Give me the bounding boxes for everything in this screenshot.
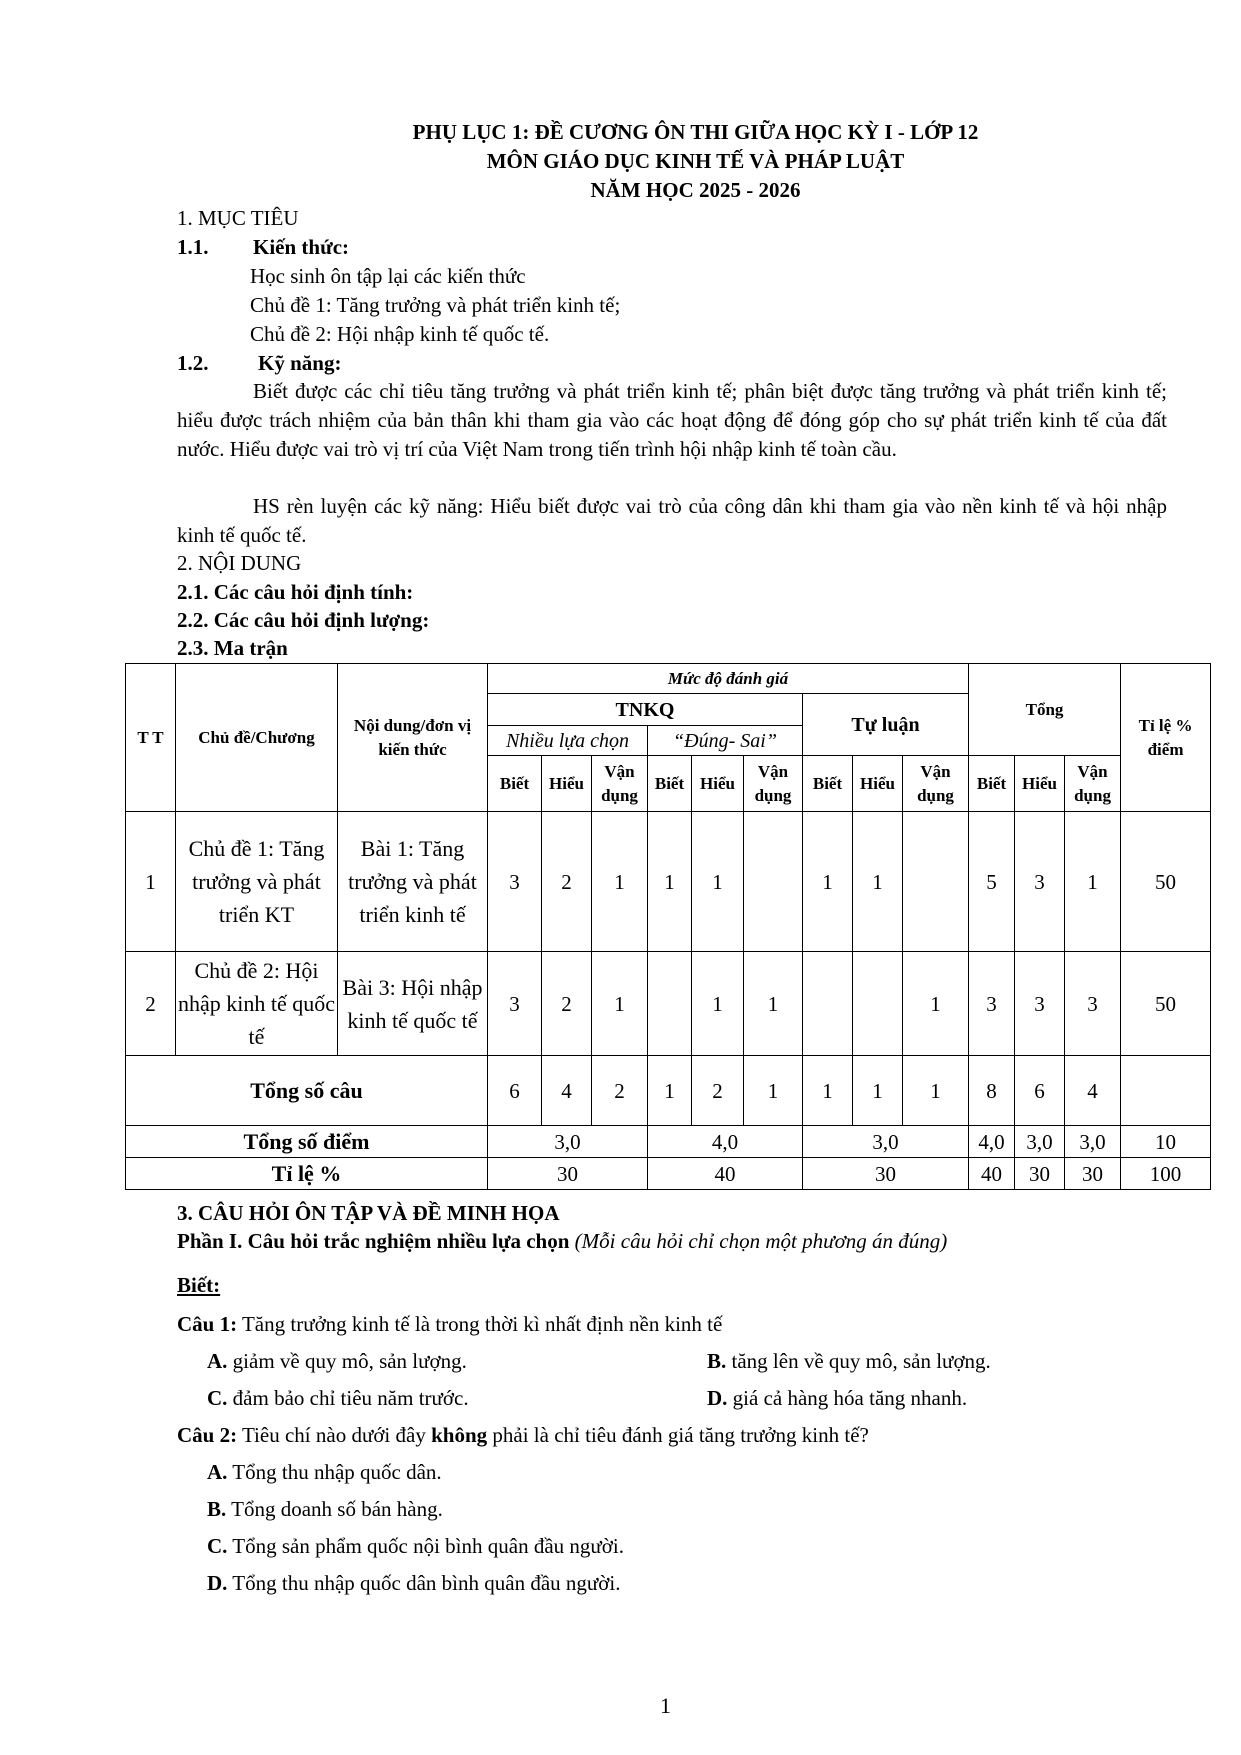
header-topic: Chủ đề/Chương [176, 664, 338, 812]
cell: 3 [488, 812, 542, 952]
option-text: giá cả hàng hóa tăng nhanh. [732, 1386, 968, 1410]
header-score-ratio: Tỉ lệ % điểm [1121, 664, 1211, 812]
header-apply: Vận dụng [903, 756, 969, 812]
option-text: Tổng thu nhập quốc dân. [232, 1460, 442, 1484]
total-score-row [126, 1126, 1211, 1158]
total-score-label: Tổng số điểm [126, 1126, 488, 1158]
cell: 1 [592, 952, 648, 1056]
question-1-text: Tăng trưởng kinh tế là trong thời kì nhất định nền kinh tế [241, 1312, 723, 1336]
cell: 4,0 [969, 1126, 1015, 1158]
page-number: 1 [660, 1693, 671, 1718]
cell: 1 [903, 952, 969, 1056]
assessment-matrix-table [125, 663, 1211, 1190]
cell: 3 [1015, 812, 1065, 952]
option-text: Tổng thu nhập quốc dân bình quân đầu người. [232, 1571, 621, 1595]
table-row [126, 952, 1211, 1056]
knowledge-number: 1.1. [177, 235, 209, 259]
header-essay: Tự luận [803, 694, 969, 756]
header-know: Biết [969, 756, 1015, 812]
option-letter: C. [207, 1386, 228, 1410]
cell: 4 [1065, 1056, 1121, 1126]
option-letter: B. [707, 1349, 727, 1373]
header-tt: T T [126, 664, 176, 812]
part1-instruction: (Mỗi câu hỏi chỉ chọn một phương án đúng) [574, 1229, 948, 1253]
header-understand: Hiểu [542, 756, 592, 812]
row-content: Bài 3: Hội nhập kinh tế quốc tế [338, 952, 488, 1056]
header-know: Biết [648, 756, 692, 812]
question-2-emphasis: không [431, 1423, 488, 1447]
row-content: Bài 1: Tăng trưởng và phát triển kinh tế [338, 812, 488, 952]
cell: 1 [648, 1056, 692, 1126]
cell: 40 [969, 1158, 1015, 1190]
cell [903, 812, 969, 952]
cell: 3,0 [488, 1126, 648, 1158]
cell: 2 [542, 952, 592, 1056]
header-content: Nội dung/đơn vị kiến thức [338, 664, 488, 812]
q2-option-c [207, 1532, 624, 1560]
cell: 1 [648, 812, 692, 952]
section3-heading: 3. CÂU HỎI ÔN TẬP VÀ ĐỀ MINH HỌA [177, 1201, 560, 1225]
cell: 2 [542, 812, 592, 952]
question-2-label: Câu 2: [177, 1423, 238, 1447]
cell: 30 [1015, 1158, 1065, 1190]
header-apply: Vận dụng [744, 756, 803, 812]
total-questions-label: Tổng số câu [126, 1056, 488, 1126]
cell: 40 [648, 1158, 803, 1190]
header-understand: Hiểu [692, 756, 744, 812]
option-text: Tổng doanh số bán hàng. [231, 1497, 443, 1521]
header-multiple-choice: Nhiều lựa chọn [488, 726, 648, 756]
header-total: Tổng [969, 664, 1121, 756]
option-letter: B. [207, 1497, 227, 1521]
cell [853, 952, 903, 1056]
cell: 5 [969, 812, 1015, 952]
doc-title-line2: MÔN GIÁO DỤC KINH TẾ VÀ PHÁP LUẬT [486, 149, 905, 173]
q2-option-a [207, 1458, 442, 1486]
skills-paragraph-1: Biết được các chỉ tiêu tăng trưởng và phát triển kinh tế; phân biệt được tăng trưởng và phát triển kinh tế; hiểu được trách nhiệm của bản thân khi tham gia vào các hoạt động để đóng góp cho sự phát triển kinh tế của đất nước. Hiểu được vai trò vị trí của Việt Nam trong tiến trình hội nhập kinh tế toàn cầu. [177, 379, 1167, 461]
knowledge-line-1: Học sinh ôn tập lại các kiến thức [250, 264, 526, 288]
option-text: giảm về quy mô, sản lượng. [232, 1349, 467, 1373]
question-2 [177, 1421, 869, 1449]
row-tt: 2 [126, 952, 176, 1056]
q1-option-c [207, 1384, 469, 1412]
cell: 3,0 [1015, 1126, 1065, 1158]
cell: 6 [1015, 1056, 1065, 1126]
section2-3-heading: 2.3. Ma trận [177, 636, 288, 660]
option-letter: A. [207, 1349, 228, 1373]
header-assessment-level: Mức độ đánh giá [488, 664, 969, 694]
doc-title-line3: NĂM HỌC 2025 - 2026 [590, 178, 801, 202]
cell [744, 812, 803, 952]
cell: 1 [592, 812, 648, 952]
q2-option-d [207, 1569, 620, 1597]
total-questions-row [126, 1056, 1211, 1126]
empty-cell [1121, 1056, 1211, 1126]
option-letter: D. [207, 1571, 228, 1595]
level-know-heading: Biết: [177, 1273, 221, 1297]
cell: 1 [853, 1056, 903, 1126]
cell: 4 [542, 1056, 592, 1126]
cell: 10 [1121, 1126, 1211, 1158]
option-letter: D. [707, 1386, 728, 1410]
cell: 1 [1065, 812, 1121, 952]
skills-number: 1.2. [177, 351, 209, 375]
row-ratio: 50 [1121, 812, 1211, 952]
cell [648, 952, 692, 1056]
cell [803, 952, 853, 1056]
q1-option-b [707, 1347, 991, 1375]
option-letter: C. [207, 1534, 228, 1558]
skills-title: Kỹ năng: [258, 351, 342, 375]
header-understand: Hiểu [1015, 756, 1065, 812]
q2-option-b [207, 1495, 443, 1523]
header-apply: Vận dụng [1065, 756, 1121, 812]
cell: 3,0 [1065, 1126, 1121, 1158]
cell: 3 [488, 952, 542, 1056]
cell: 1 [853, 812, 903, 952]
cell: 2 [692, 1056, 744, 1126]
cell: 100 [1121, 1158, 1211, 1190]
section2-1-heading: 2.1. Các câu hỏi định tính: [177, 580, 414, 604]
cell: 30 [803, 1158, 969, 1190]
question-1 [177, 1310, 722, 1338]
doc-title-line1: PHỤ LỤC 1: ĐỀ CƯƠNG ÔN THI GIỮA HỌC KỲ I - LỚP 12 [412, 120, 979, 144]
row-topic: Chủ đề 2: Hội nhập kinh tế quốc tế [176, 952, 338, 1056]
table-row [126, 812, 1211, 952]
cell: 1 [903, 1056, 969, 1126]
question-1-label: Câu 1: [177, 1312, 238, 1336]
row-ratio: 50 [1121, 952, 1211, 1056]
header-know: Biết [803, 756, 853, 812]
section1-heading: 1. MỤC TIÊU [177, 206, 299, 230]
cell: 2 [592, 1056, 648, 1126]
part1-title: Phần I. Câu hỏi trắc nghiệm nhiều lựa chọn [177, 1229, 570, 1253]
cell: 1 [803, 1056, 853, 1126]
cell: 4,0 [648, 1126, 803, 1158]
section2-heading: 2. NỘI DUNG [177, 551, 302, 575]
part1-heading [177, 1227, 947, 1255]
cell: 1 [692, 952, 744, 1056]
cell: 1 [803, 812, 853, 952]
ratio-row [126, 1158, 1211, 1190]
ratio-label: Tỉ lệ % [126, 1158, 488, 1190]
knowledge-title: Kiến thức: [253, 235, 350, 259]
option-text: tăng lên về quy mô, sản lượng. [731, 1349, 991, 1373]
cell: 3 [1065, 952, 1121, 1056]
cell: 3 [969, 952, 1015, 1056]
cell: 3 [1015, 952, 1065, 1056]
header-know: Biết [488, 756, 542, 812]
header-apply: Vận dụng [592, 756, 648, 812]
row-topic: Chủ đề 1: Tăng trưởng và phát triển KT [176, 812, 338, 952]
q1-option-d [707, 1384, 967, 1412]
knowledge-line-2: Chủ đề 1: Tăng trưởng và phát triển kinh tế; [250, 293, 621, 317]
cell: 30 [488, 1158, 648, 1190]
cell: 1 [692, 812, 744, 952]
cell: 1 [744, 952, 803, 1056]
header-understand: Hiểu [853, 756, 903, 812]
cell: 1 [744, 1056, 803, 1126]
cell: 8 [969, 1056, 1015, 1126]
knowledge-line-3: Chủ đề 2: Hội nhập kinh tế quốc tế. [250, 322, 550, 346]
row-tt: 1 [126, 812, 176, 952]
question-2-text-post: phải là chỉ tiêu đánh giá tăng trưởng kinh tế? [492, 1423, 869, 1447]
option-text: đảm bảo chỉ tiêu năm trước. [232, 1386, 469, 1410]
header-tnkq: TNKQ [488, 694, 803, 726]
section2-2-heading: 2.2. Các câu hỏi định lượng: [177, 608, 430, 632]
skills-paragraph-2: HS rèn luyện các kỹ năng: Hiểu biết được vai trò của công dân khi tham gia vào nền kinh tế và hội nhập kinh tế quốc tế. [177, 494, 1167, 547]
cell: 30 [1065, 1158, 1121, 1190]
option-letter: A. [207, 1460, 228, 1484]
cell: 6 [488, 1056, 542, 1126]
question-2-text-pre: Tiêu chí nào dưới đây [241, 1423, 426, 1447]
cell: 3,0 [803, 1126, 969, 1158]
q1-option-a [207, 1347, 467, 1375]
header-true-false: “Đúng- Sai” [648, 726, 803, 756]
option-text: Tổng sản phẩm quốc nội bình quân đầu người. [232, 1534, 624, 1558]
